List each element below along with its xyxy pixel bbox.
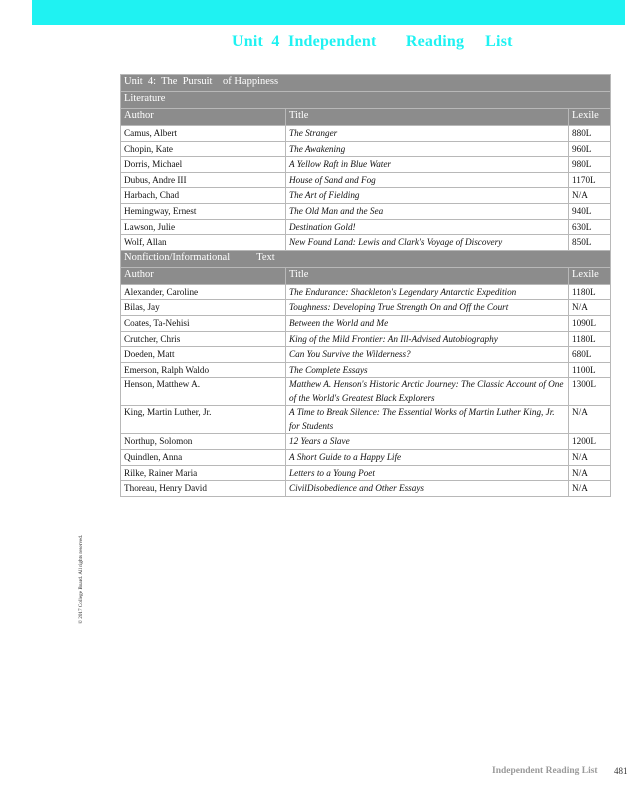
title-cell: A Yellow Raft in Blue Water [286,157,569,173]
table-row [121,449,611,465]
title-cell: A Short Guide to a Happy Life [286,449,569,465]
author-column-header: Author [121,109,286,126]
title-column-header: Title [286,267,569,284]
lexile-cell: N/A [569,465,611,481]
author-cell: Crutcher, Chris [121,331,286,347]
section-title: Literature [121,92,611,109]
lexile-cell: N/A [569,188,611,204]
title-cell: The Awakening [286,141,569,157]
author-cell: Rilke, Rainer Maria [121,465,286,481]
lexile-cell: N/A [569,406,611,434]
lexile-cell: N/A [569,449,611,465]
section-title: Nonfiction/Informational Text [121,250,611,267]
title-cell: Between the World and Me [286,315,569,331]
lexile-cell: 630L [569,219,611,235]
title-column-header: Title [286,109,569,126]
author-cell: Dubus, Andre III [121,172,286,188]
page-heading: Unit 4 Independent Reading List [232,33,513,50]
lexile-column-header: Lexile [569,109,611,126]
table-row [121,157,611,173]
author-cell: Hemingway, Ernest [121,203,286,219]
author-cell: Wolf, Allan [121,235,286,251]
section-row [121,92,611,109]
table-row [121,172,611,188]
lexile-cell: 1100L [569,362,611,378]
table-row [121,406,611,434]
author-cell: Dorris, Michael [121,157,286,173]
table-row [121,331,611,347]
title-cell: House of Sand and Fog [286,172,569,188]
lexile-cell: 1300L [569,378,611,406]
table-row [121,481,611,497]
author-cell: Harbach, Chad [121,188,286,204]
author-cell: Coates, Ta-Nehisi [121,315,286,331]
copyright-notice: © 2017 College Board. All rights reserved. [78,534,84,624]
title-cell: The Stranger [286,126,569,142]
lexile-cell: 880L [569,126,611,142]
author-cell: Emerson, Ralph Waldo [121,362,286,378]
author-cell: Thoreau, Henry David [121,481,286,497]
author-cell: Alexander, Caroline [121,284,286,300]
lexile-cell: 850L [569,235,611,251]
unit-title: Unit 4: The Pursuit of Happiness [121,75,611,92]
reading-list-table [120,74,611,497]
lexile-cell: N/A [569,300,611,316]
table-row [121,315,611,331]
title-cell: The Old Man and the Sea [286,203,569,219]
table-row [121,434,611,450]
table-row [121,219,611,235]
author-cell: Quindlen, Anna [121,449,286,465]
table-row [121,203,611,219]
lexile-cell: 1200L [569,434,611,450]
lexile-cell: N/A [569,481,611,497]
title-cell: King of the Mild Frontier: An Ill-Advised Autobiography [286,331,569,347]
title-cell: Letters to a Young Poet [286,465,569,481]
title-cell: Matthew A. Henson's Historic Arctic Journey: The Classic Account of One of the World's Greatest Black Explorers [286,378,569,406]
footer-label: Independent Reading List [492,766,598,776]
title-cell: Destination Gold! [286,219,569,235]
title-cell: The Endurance: Shackleton's Legendary Antarctic Expedition [286,284,569,300]
lexile-cell: 1180L [569,284,611,300]
title-cell: The Complete Essays [286,362,569,378]
author-cell: Doeden, Matt [121,347,286,363]
title-cell: Can You Survive the Wilderness? [286,347,569,363]
lexile-cell: 940L [569,203,611,219]
lexile-column-header: Lexile [569,267,611,284]
author-column-header: Author [121,267,286,284]
page-number: 481 [614,766,628,776]
section-row [121,250,611,267]
title-cell: CivilDisobedience and Other Essays [286,481,569,497]
author-cell: Northup, Solomon [121,434,286,450]
table-row [121,300,611,316]
title-cell: New Found Land: Lewis and Clark's Voyage of Discovery [286,235,569,251]
table-row [121,284,611,300]
author-cell: Chopin, Kate [121,141,286,157]
lexile-cell: 960L [569,141,611,157]
title-cell: A Time to Break Silence: The Essential Works of Martin Luther King, Jr. for Students [286,406,569,434]
lexile-cell: 1090L [569,315,611,331]
title-cell: The Art of Fielding [286,188,569,204]
table-row [121,188,611,204]
title-cell: Toughness: Developing True Strength On and Off the Court [286,300,569,316]
table-row [121,378,611,406]
lexile-cell: 680L [569,347,611,363]
top-accent-bar [32,0,625,25]
table-row [121,347,611,363]
lexile-cell: 1170L [569,172,611,188]
author-cell: Henson, Matthew A. [121,378,286,406]
author-cell: Camus, Albert [121,126,286,142]
table-row [121,235,611,251]
unit-title-row [121,75,611,92]
author-cell: Bilas, Jay [121,300,286,316]
lexile-cell: 1180L [569,331,611,347]
column-header-row [121,267,611,284]
table-row [121,126,611,142]
author-cell: King, Martin Luther, Jr. [121,406,286,434]
author-cell: Lawson, Julie [121,219,286,235]
lexile-cell: 980L [569,157,611,173]
table-row [121,465,611,481]
table-row [121,362,611,378]
title-cell: 12 Years a Slave [286,434,569,450]
column-header-row [121,109,611,126]
table-row [121,141,611,157]
